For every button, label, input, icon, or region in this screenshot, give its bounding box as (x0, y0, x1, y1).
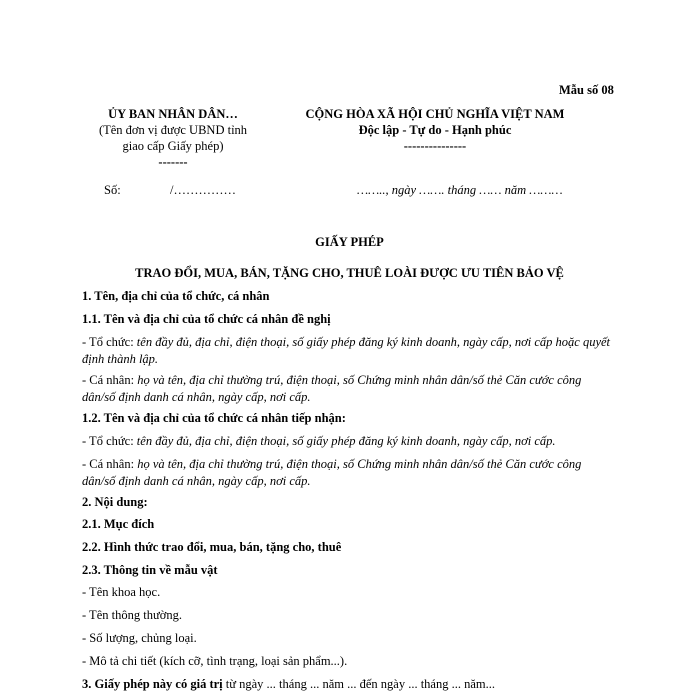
section-1-2-heading: 1.2. Tên và địa chỉ của tổ chức cá nhân tiếp nhận: (82, 411, 346, 425)
nation-name: CỘNG HÒA XÃ HỘI CHỦ NGHĨA VIỆT NAM (305, 107, 565, 121)
section-1-2-individual (82, 456, 617, 490)
left-header (60, 106, 286, 170)
validity-period: từ ngày ... tháng ... năm ... đến ngày ... tháng ... năm... (222, 677, 495, 691)
section-1-2-organization (82, 433, 617, 450)
section-1-1-organization (82, 334, 617, 368)
organization-label: - Tổ chức: (82, 434, 137, 448)
section-2-3-heading: 2.3. Thông tin về mẫu vật (82, 563, 218, 577)
form-number: Mẫu số 08 (559, 83, 614, 97)
left-header-rule: ------- (158, 155, 188, 169)
document-subtitle: TRAO ĐỔI, MUA, BÁN, TẶNG CHO, THUÊ LOÀI ĐƯỢC ƯU TIÊN BẢO VỆ (135, 266, 564, 280)
organization-details: tên đầy đủ, địa chỉ, điện thoại, số giấy phép đăng ký kinh doanh, ngày cấp, nơi cấp hoặc quyết định thành lập. (82, 335, 611, 366)
section-1-1-heading: 1.1. Tên và địa chỉ của tổ chức cá nhân đề nghị (82, 312, 331, 326)
issuing-authority: ỦY BAN NHÂN DÂN… (108, 107, 238, 121)
organization-label: - Tổ chức: (82, 335, 137, 349)
individual-details: họ và tên, địa chỉ thường trú, điện thoại, số Chứng minh nhân dân/số thẻ Căn cước công dân/số định danh cá nhân, ngày cấp, nơi cấp. (82, 373, 582, 404)
issuing-authority-note-2: giao cấp Giấy phép) (122, 139, 224, 153)
individual-label: - Cá nhân: (82, 457, 138, 471)
section-1-1-individual (82, 372, 617, 406)
section-2-heading: 2. Nội dung: (82, 495, 148, 509)
section-3-validity (82, 677, 495, 692)
right-header (272, 106, 598, 154)
document-date: …….., ngày ……. tháng …… năm ……… (357, 183, 563, 197)
section-2-1-heading: 2.1. Mục đích (82, 517, 155, 531)
section-1-heading: 1. Tên, địa chỉ của tổ chức, cá nhân (82, 289, 270, 303)
document-number-blank: /…………… (170, 183, 236, 197)
list-item-quantity: - Số lượng, chủng loại. (82, 631, 197, 645)
section-2-2-heading: 2.2. Hình thức trao đổi, mua, bán, tặng cho, thuê (82, 540, 342, 554)
document-title: GIẤY PHÉP (315, 235, 384, 249)
right-header-rule: --------------- (403, 139, 467, 153)
national-motto: Độc lập - Tự do - Hạnh phúc (358, 123, 512, 137)
organization-details: tên đầy đủ, địa chỉ, điện thoại, số giấy phép đăng ký kinh doanh, ngày cấp, nơi cấp. (136, 434, 556, 448)
list-item-description: - Mô tả chi tiết (kích cỡ, tình trạng, loại sản phẩm...). (82, 654, 348, 668)
issuing-authority-note: (Tên đơn vị được UBND tỉnh (98, 123, 248, 137)
individual-details: họ và tên, địa chỉ thường trú, điện thoại, số Chứng minh nhân dân/số thẻ Căn cước công dân/số định danh cá nhân, ngày cấp, nơi cấp. (82, 457, 582, 488)
document-number-label: Số: (104, 183, 121, 197)
list-item-scientific-name: - Tên khoa học. (82, 585, 161, 599)
validity-label: 3. Giấy phép này có giá trị (82, 677, 223, 691)
list-item-common-name: - Tên thông thường. (82, 608, 182, 622)
individual-label: - Cá nhân: (82, 373, 138, 387)
